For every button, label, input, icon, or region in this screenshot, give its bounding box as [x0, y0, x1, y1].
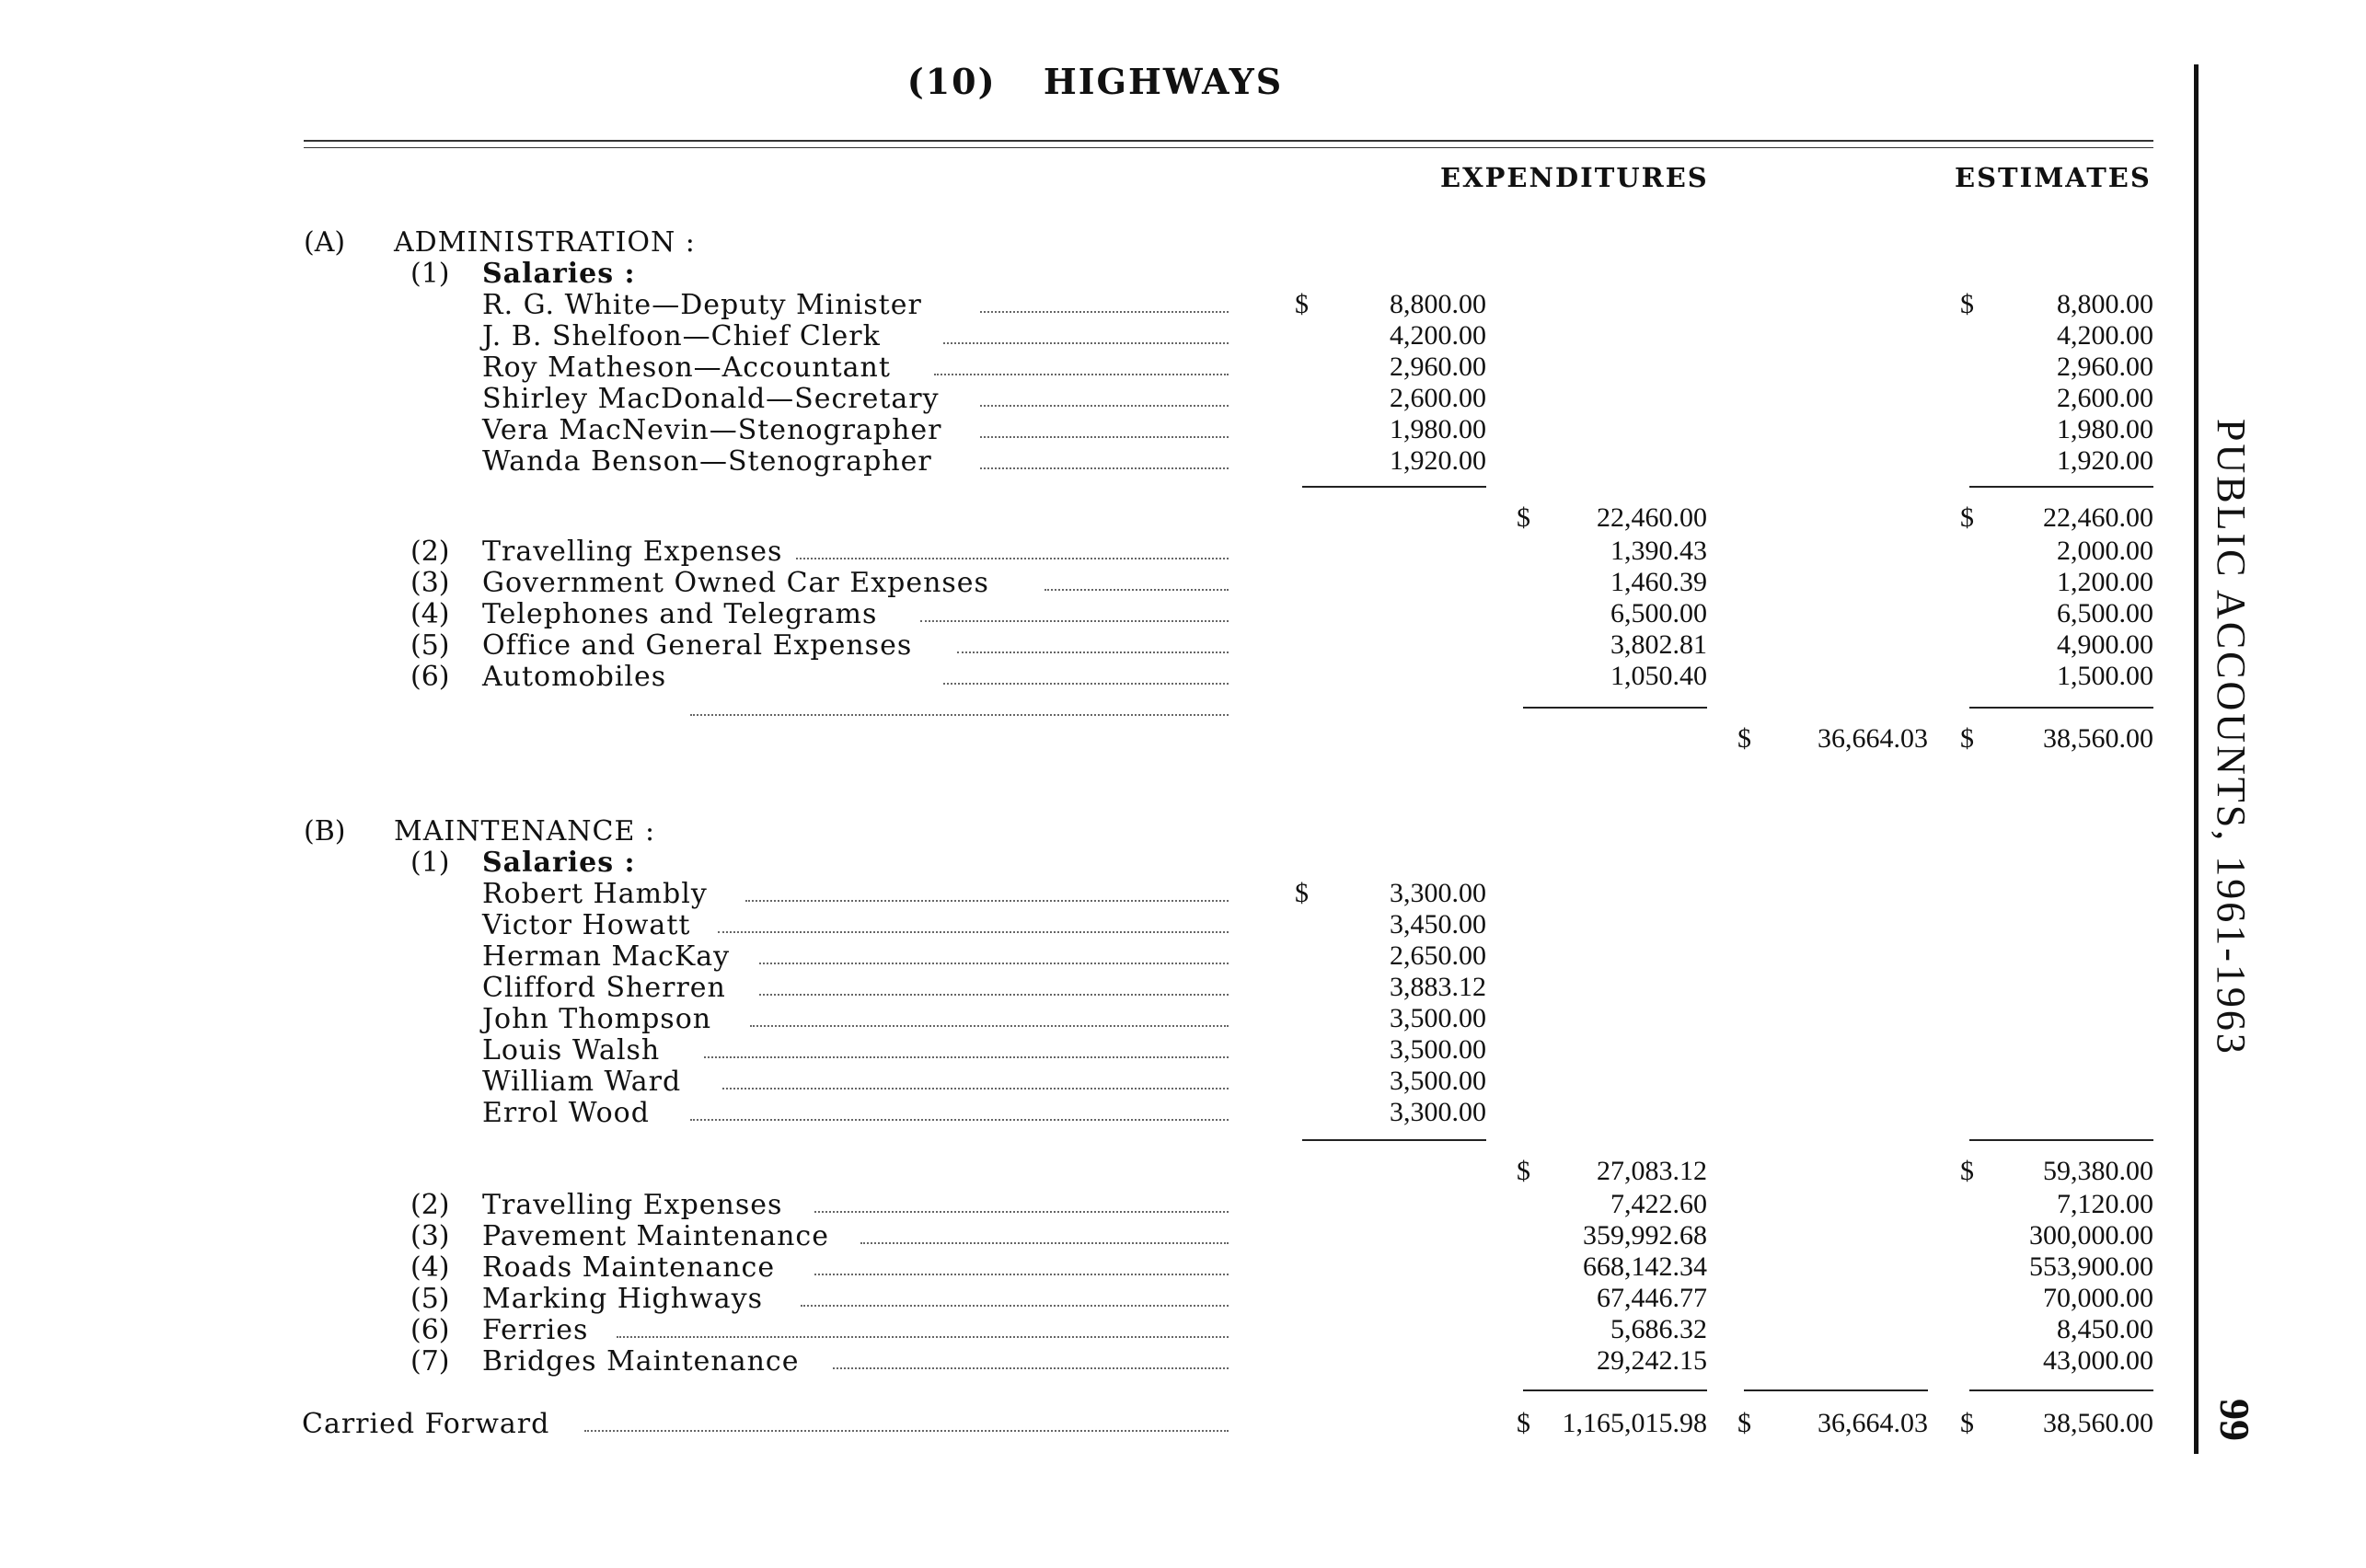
estimate-value: 4,200.00 [2057, 320, 2153, 351]
item-label: Travelling Expenses [482, 536, 783, 568]
expenditure-value: 5,686.32 [1610, 1314, 1707, 1344]
expenditure-value: 2,600.00 [1390, 383, 1486, 413]
table-row [0, 1066, 2190, 1097]
expenditure-value: 668,142.34 [1583, 1251, 1707, 1282]
item-label: Roads Maintenance [482, 1251, 776, 1284]
total-rule [1969, 707, 2153, 709]
expenditure-value: 29,242.15 [1597, 1345, 1707, 1376]
table-row [0, 878, 2190, 909]
table-row [0, 629, 2190, 661]
currency-sign: $ [1737, 723, 1751, 754]
estimate-value: 8,450.00 [2057, 1314, 2153, 1344]
item-number: (6) [410, 661, 450, 693]
header-rule [304, 140, 2153, 142]
table-row [0, 940, 2190, 972]
total-rule [1523, 1389, 1707, 1391]
item-label: Bridges Maintenance [482, 1345, 800, 1378]
currency-sign: $ [1295, 289, 1309, 319]
estimate-value: 70,000.00 [2043, 1283, 2153, 1313]
item-number: (7) [410, 1345, 450, 1378]
estimate-value: 1,500.00 [2057, 661, 2153, 691]
estimate-value: 300,000.00 [2029, 1220, 2153, 1251]
table-row [0, 567, 2190, 598]
item-label: Office and General Expenses [482, 629, 913, 662]
running-title: PUBLIC ACCOUNTS, 1961-1963 [2209, 419, 2254, 1056]
dot-leader [690, 1119, 1229, 1121]
currency-sign: $ [1517, 502, 1530, 533]
currency-sign: $ [1960, 723, 1974, 754]
salaries-total-expenditure: 27,083.12 [1597, 1156, 1707, 1186]
dot-leader [833, 1367, 1229, 1369]
expenditure-value: 1,390.43 [1610, 536, 1707, 566]
section-header-b [0, 815, 2190, 847]
estimate-value: 4,900.00 [2057, 629, 2153, 660]
expenditure-value: 2,650.00 [1390, 940, 1486, 971]
employee-name: Victor Howatt [482, 909, 691, 941]
dot-leader [801, 1305, 1229, 1307]
estimate-value: 2,000.00 [2057, 536, 2153, 566]
subtotal-rule [1969, 1139, 2153, 1141]
expenditure-value: 3,802.81 [1610, 629, 1707, 660]
table-row [0, 1345, 2190, 1377]
dot-leader [718, 931, 1229, 933]
table-row [0, 1251, 2190, 1283]
employee-name: J. B. Shelfoon—Chief Clerk [482, 320, 881, 352]
salaries-total-estimate: 22,460.00 [2043, 502, 2153, 533]
dot-leader [980, 405, 1229, 407]
dot-leader [704, 1056, 1229, 1058]
dot-leader [943, 342, 1229, 344]
estimates-heading: ESTIMATES [1955, 162, 2152, 193]
table-row [0, 1097, 2190, 1128]
estimate-value: 553,900.00 [2029, 1251, 2153, 1282]
estimate-value: 1,200.00 [2057, 567, 2153, 597]
dot-leader [584, 1430, 1229, 1432]
expenditure-value: 3,300.00 [1390, 878, 1486, 908]
dot-leader [980, 436, 1229, 438]
expenditure-value: 3,500.00 [1390, 1034, 1486, 1065]
employee-name: Robert Hambly [482, 878, 708, 910]
page-spine-rule [2194, 64, 2199, 1454]
item-label: Travelling Expenses [482, 1189, 783, 1221]
table-row [0, 598, 2190, 629]
section-code: (B) [304, 815, 346, 847]
dot-leader [920, 620, 1229, 622]
dot-leader [745, 900, 1229, 902]
expenditure-value: 3,500.00 [1390, 1003, 1486, 1033]
item-label: Pavement Maintenance [482, 1220, 829, 1252]
carried-forward-subtotal: 1,165,015.98 [1562, 1408, 1707, 1438]
employee-name: R. G. White—Deputy Minister [482, 289, 922, 321]
table-row [0, 414, 2190, 445]
item-number: (4) [410, 598, 450, 630]
currency-sign: $ [1960, 1156, 1974, 1186]
estimate-value: 6,500.00 [2057, 598, 2153, 628]
salaries-total-estimate: 59,380.00 [2043, 1156, 2153, 1186]
item-label: Marking Highways [482, 1283, 763, 1315]
currency-sign: $ [1737, 1408, 1751, 1438]
dot-leader [750, 1025, 1229, 1027]
dot-leader [860, 1242, 1229, 1244]
expenditure-value: 67,446.77 [1597, 1283, 1707, 1313]
estimate-value: 1,980.00 [2057, 414, 2153, 444]
expenditure-value: 8,800.00 [1390, 289, 1486, 319]
employee-name: John Thompson [482, 1003, 712, 1035]
section-name: MAINTENANCE : [394, 815, 656, 847]
dot-leader [980, 311, 1229, 313]
item-number: (6) [410, 1314, 450, 1346]
expenditure-value: 6,500.00 [1610, 598, 1707, 628]
estimate-value: 8,800.00 [2057, 289, 2153, 319]
expenditure-value: 1,460.39 [1610, 567, 1707, 597]
item-number: (2) [410, 1189, 450, 1221]
salaries-header-a [0, 258, 2190, 289]
dot-leader [980, 467, 1229, 469]
section-header-a [0, 226, 2190, 258]
section-number: (10) [906, 61, 997, 102]
table-row [0, 320, 2190, 352]
estimate-value: 43,000.00 [2043, 1345, 2153, 1376]
table-row [0, 383, 2190, 414]
salaries-header-b [0, 847, 2190, 878]
table-row [0, 1283, 2190, 1314]
expenditure-value: 3,883.12 [1390, 972, 1486, 1002]
section-title: HIGHWAYS [1043, 61, 1284, 102]
dot-leader [934, 374, 1229, 375]
dot-leader [943, 683, 1229, 685]
item-number: (1) [410, 847, 450, 879]
page-title [0, 61, 2190, 102]
currency-sign: $ [1517, 1156, 1530, 1186]
table-row [0, 972, 2190, 1003]
table-row [0, 1189, 2190, 1220]
expenditure-value: 1,980.00 [1390, 414, 1486, 444]
currency-sign: $ [1517, 1408, 1530, 1438]
employee-name: Louis Walsh [482, 1034, 661, 1066]
subtotal-row [0, 502, 2190, 534]
expenditure-value: 359,992.68 [1583, 1220, 1707, 1251]
currency-sign: $ [1295, 878, 1309, 908]
page-number: 99 [2211, 1399, 2258, 1441]
dot-leader [796, 558, 1229, 559]
total-rule [1744, 1389, 1928, 1391]
table-row [0, 1034, 2190, 1066]
item-label: Government Owned Car Expenses [482, 567, 989, 599]
currency-sign: $ [1960, 289, 1974, 319]
expenditure-value: 7,422.60 [1610, 1189, 1707, 1219]
employee-name: Herman MacKay [482, 940, 731, 973]
employee-name: William Ward [482, 1066, 682, 1098]
dot-leader [722, 1088, 1229, 1090]
salaries-label: Salaries : [482, 847, 636, 879]
item-number: (5) [410, 629, 450, 662]
table-row [0, 289, 2190, 320]
item-number: (3) [410, 567, 450, 599]
dot-leader [814, 1211, 1229, 1213]
section-total-estimate: 38,560.00 [2043, 723, 2153, 754]
employee-name: Roy Matheson—Accountant [482, 352, 891, 384]
table-row [0, 1314, 2190, 1345]
subtotal-rule [1302, 1139, 1486, 1141]
table-row [0, 692, 2190, 723]
carried-forward-label: Carried Forward [302, 1408, 550, 1440]
dot-leader [1045, 589, 1229, 591]
table-row [0, 536, 2190, 567]
estimate-value: 7,120.00 [2057, 1189, 2153, 1219]
estimate-value: 1,920.00 [2057, 445, 2153, 476]
carried-forward-estimate: 38,560.00 [2043, 1408, 2153, 1438]
section-total-expenditure: 36,664.03 [1818, 723, 1928, 754]
item-number: (1) [410, 258, 450, 290]
header-rule-thin [304, 147, 2153, 148]
subtotal-rule [1969, 486, 2153, 488]
total-rule [1969, 1389, 2153, 1391]
currency-sign: $ [1960, 1408, 1974, 1438]
expenditure-value: 2,960.00 [1390, 352, 1486, 382]
section-code: (A) [304, 226, 346, 259]
expenditure-value: 1,920.00 [1390, 445, 1486, 476]
estimate-value: 2,600.00 [2057, 383, 2153, 413]
employee-name: Vera MacNevin—Stenographer [482, 414, 942, 446]
employee-name: Errol Wood [482, 1097, 650, 1129]
dot-leader [759, 994, 1229, 996]
subtotal-rule [1302, 486, 1486, 488]
dot-leader [759, 963, 1229, 964]
expenditure-value: 3,300.00 [1390, 1097, 1486, 1127]
table-row [0, 661, 2190, 692]
table-row [0, 909, 2190, 940]
table-row [0, 1220, 2190, 1251]
carried-forward-row [0, 1408, 2190, 1439]
expenditure-value: 3,500.00 [1390, 1066, 1486, 1096]
total-rule [1523, 707, 1707, 709]
currency-sign: $ [1960, 502, 1974, 533]
employee-name: Shirley MacDonald—Secretary [482, 383, 940, 415]
dot-leader [814, 1274, 1229, 1275]
section-total-row [0, 723, 2190, 755]
table-row [0, 445, 2190, 477]
subtotal-row [0, 1156, 2190, 1187]
item-label: Telephones and Telegrams [482, 598, 878, 630]
salaries-label: Salaries : [482, 258, 636, 290]
expenditure-value: 4,200.00 [1390, 320, 1486, 351]
item-number: (4) [410, 1251, 450, 1284]
carried-forward-expenditure: 36,664.03 [1818, 1408, 1928, 1438]
item-label: Ferries [482, 1314, 589, 1346]
table-row [0, 352, 2190, 383]
item-number: (3) [410, 1220, 450, 1252]
estimate-value: 2,960.00 [2057, 352, 2153, 382]
employee-name: Wanda Benson—Stenographer [482, 445, 932, 478]
item-number: (5) [410, 1283, 450, 1315]
expenditure-value: 1,050.40 [1610, 661, 1707, 691]
item-number: (2) [410, 536, 450, 568]
dot-leader [957, 651, 1229, 653]
item-label: Automobiles [482, 661, 667, 693]
table-row [0, 1003, 2190, 1034]
salaries-total-expenditure: 22,460.00 [1597, 502, 1707, 533]
dot-leader [617, 1336, 1229, 1338]
expenditure-value: 3,450.00 [1390, 909, 1486, 940]
section-name: ADMINISTRATION : [394, 226, 696, 259]
employee-name: Clifford Sherren [482, 972, 726, 1004]
expenditures-heading: EXPENDITURES [1440, 162, 1709, 193]
dot-leader [690, 714, 1229, 716]
